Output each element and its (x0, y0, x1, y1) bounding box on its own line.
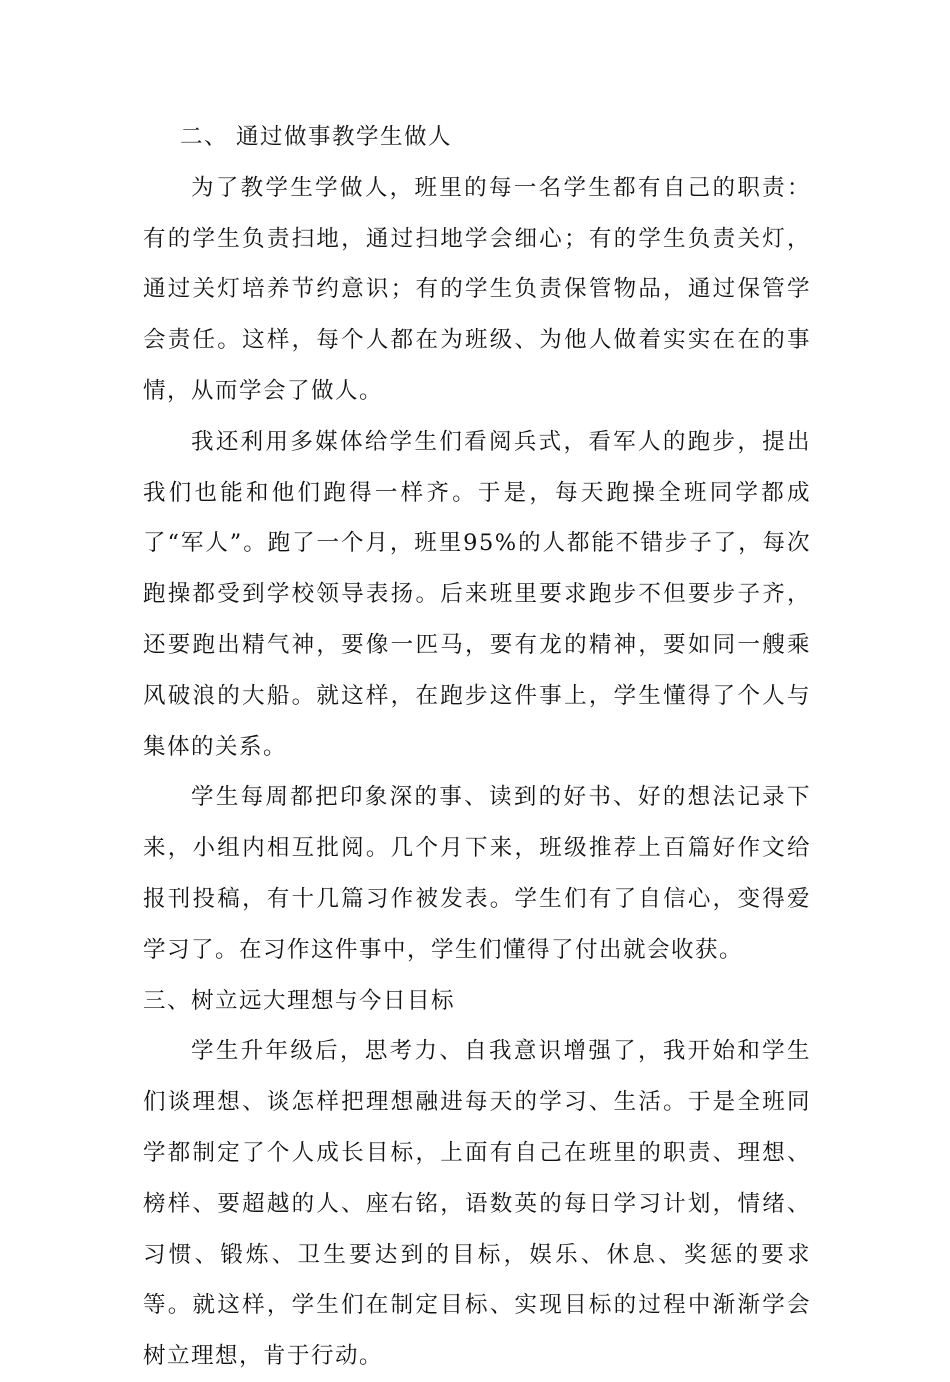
paragraph-goals: 学生升年级后，思考力、自我意识增强了，我开始和学生们谈理想、谈怎样把理想融进每天的学习、生活。于是全班同学都制定了个人成长目标，上面有自己在班里的职责、理想、榜样、要超越的人、座右铭，语数英的每日学习计划，情绪、习惯、锻炼、卫生要达到的目标，娱乐、休息、奖惩的要求等。就这样，学生们在制定目标、实现目标的过程中渐渐学会树立理想，肯于行动。 (143, 1038, 811, 1370)
section-2-title: 通过做事教学生做人 (236, 124, 453, 150)
paragraph-duties: 为了教学生学做人，班里的每一名学生都有自己的职责：有的学生负责扫地，通过扫地学会细心；有的学生负责关灯，通过关灯培养节约意识；有的学生负责保管物品，通过保管学会责任。这样，每个人都在为班级、为他人做着实实在在的事情，从而学会了做人。 (143, 174, 811, 404)
paragraph-writing: 学生每周都把印象深的事、读到的好书、好的想法记录下来，小组内相互批阅。几个月下来，班级推荐上百篇好作文给报刊投稿，有十几篇习作被发表。学生们有了自信心，变得爱学习了。在习作这件事中，学生们懂得了付出就会收获。 (143, 784, 811, 963)
document-body (143, 112, 811, 1382)
section-2-heading (143, 112, 811, 163)
section-3-heading: 三、树立远大理想与今日目标 (143, 987, 456, 1014)
section-2-number: 二、 (180, 124, 229, 150)
paragraph-running: 我还利用多媒体给学生们看阅兵式，看军人的跑步，提出我们也能和他们跑得一样齐。于是，每天跑操全班同学都成了“军人”。跑了一个月，班里95%的人都能不错步子了，每次跑操都受到学校领导表扬。后来班里要求跑步不但要步子齐，还要跑出精气神，要像一匹马，要有龙的精神，要如同一艘乘风破浪的大船。就这样，在跑步这件事上，学生懂得了个人与集体的关系。 (143, 428, 811, 760)
